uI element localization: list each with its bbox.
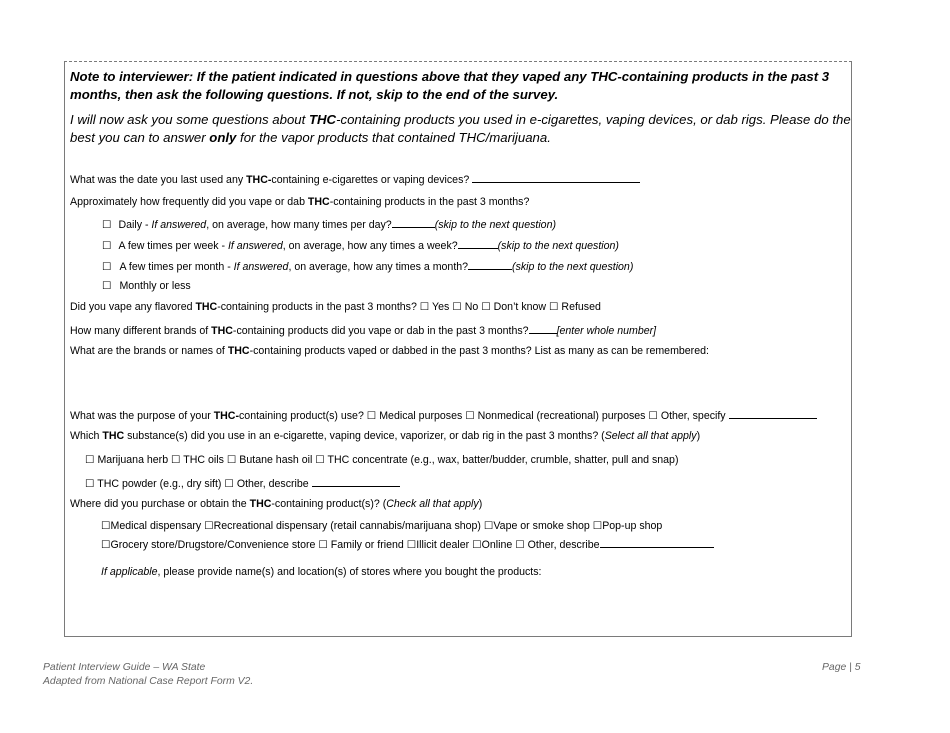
brand-count-field[interactable] — [529, 323, 557, 334]
question-substances: Which THC substance(s) did you use in an e-cigarette, vaping device, vaporizer, or dab rig in the past 3 months? (Select all that apply) — [70, 430, 701, 442]
daily-checkbox[interactable]: ☐ — [102, 219, 112, 231]
monthly-or-less-checkbox[interactable]: ☐ — [102, 280, 112, 292]
purpose-other-field[interactable] — [729, 408, 817, 419]
question-flavored: Did you vape any flavored THC-containing products in the past 3 months? ☐ Yes ☐ No ☐ Don’t know ☐ Refused — [70, 301, 601, 313]
interviewer-note-line-2: months, then ask the following questions. If not, skip to the end of the survey. — [70, 87, 559, 102]
weekly-count-field[interactable] — [458, 238, 498, 249]
question-brand-names: What are the brands or names of THC-containing products vaped or dabbed in the past 3 months? List as many as can be remembered: — [70, 345, 709, 357]
substance-options-row-1[interactable]: ☐ Marijuana herb ☐ THC oils ☐ Butane hash oil ☐ THC concentrate (e.g., wax, batter/budder, crumble, shatter, pull and snap) — [85, 454, 679, 466]
option-monthly: ☐ A few times per month - If answered, on average, how any times a month? (skip to the next question) — [102, 261, 634, 273]
footer-title: Patient Interview Guide – WA State — [43, 662, 206, 673]
purchase-other-field[interactable] — [600, 537, 714, 548]
intro-line-1: I will now ask you some questions about THC-containing products you used in e-cigarettes, vaping devices, or dab rigs. Please do the — [70, 112, 851, 127]
date-answer-field[interactable] — [472, 172, 640, 183]
question-brand-count: How many different brands of THC-containing products did you vape or dab in the past 3 months? [enter whole number] — [70, 325, 657, 337]
substance-other-field[interactable] — [312, 476, 400, 487]
option-daily: ☐ Daily - If answered, on average, how many times per day? (skip to the next question) — [102, 219, 556, 231]
daily-count-field[interactable] — [392, 217, 435, 228]
substance-options-row-2[interactable]: ☐ THC powder (e.g., dry sift) ☐ Other, describe — [85, 476, 400, 491]
page-number: Page | 5 — [822, 662, 861, 673]
question-last-date: What was the date you last used any THC-containing e-cigarettes or vaping devices? — [70, 172, 640, 187]
footer-subtitle: Adapted from National Case Report Form V2. — [43, 676, 254, 687]
weekly-checkbox[interactable]: ☐ — [102, 240, 112, 252]
intro-line-2: best you can to answer only for the vapor products that contained THC/marijuana. — [70, 130, 551, 145]
monthly-checkbox[interactable]: ☐ — [102, 261, 112, 273]
option-monthly-or-less: ☐ Monthly or less — [102, 280, 191, 292]
purchase-options-row-2[interactable]: ☐Grocery store/Drugstore/Convenience store ☐ Family or friend ☐Illicit dealer ☐Online ☐ Other, describe — [101, 537, 714, 552]
purchase-options-row-1[interactable]: ☐Medical dispensary ☐Recreational dispensary (retail cannabis/marijuana shop) ☐Vape or smoke shop ☐Pop-up shop — [101, 520, 663, 532]
interviewer-note-line-1: Note to interviewer: If the patient indicated in questions above that they vaped any THC-containing products in the past 3 — [70, 69, 830, 84]
monthly-count-field[interactable] — [468, 259, 512, 270]
question-store-names: If applicable, please provide name(s) and location(s) of stores where you bought the products: — [101, 566, 542, 578]
question-purchase-location: Where did you purchase or obtain the THC-containing product(s)? (Check all that apply) — [70, 498, 483, 510]
option-weekly: ☐ A few times per week - If answered, on average, how any times a week? (skip to the next question) — [102, 240, 619, 252]
question-purpose: What was the purpose of your THC-containing product(s) use? ☐ Medical purposes ☐ Nonmedical (recreational) purposes ☐ Other, specify — [70, 408, 817, 423]
question-frequency: Approximately how frequently did you vape or dab THC-containing products in the past 3 months? — [70, 196, 530, 208]
